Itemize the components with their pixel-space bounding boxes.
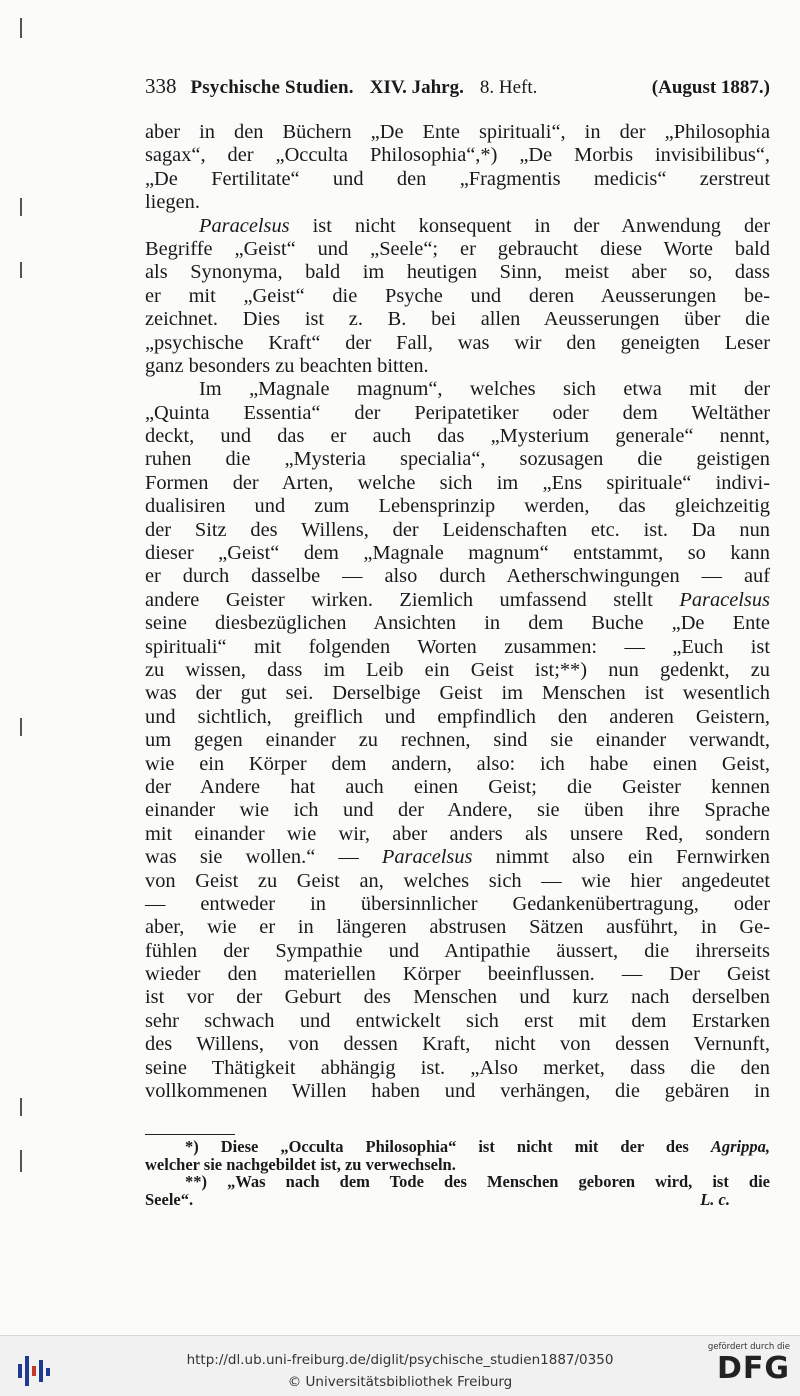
text-line: „Quinta Essentia“ der Peripatetiker oder dem Weltäther	[145, 401, 770, 424]
margin-mark	[20, 1150, 22, 1172]
italic-name: Paracelsus	[199, 214, 290, 237]
source-url-link[interactable]: http://dl.ub.uni-freiburg.de/diglit/psychische_studien1887/0350	[186, 1352, 614, 1368]
dfg-wordmark: DFG	[716, 1351, 790, 1386]
text-line: wieder den materiellen Körper beeinflussen. — Der Geist	[145, 963, 770, 986]
text-line: aber in den Büchern „De Ente spirituali“, in der „Philosophia	[145, 121, 770, 143]
footnotes	[145, 1138, 770, 1208]
text-line: was der gut sei. Derselbige Geist im Menschen ist wesentlich	[145, 682, 770, 705]
text-line: der Sitz des Willens, der Leidenschaften etc. ist. Da nun	[145, 518, 770, 541]
text-line: er mit „Geist“ die Psyche und deren Aeusserungen be-	[145, 284, 770, 307]
text-line: zu wissen, dass im Leib ein Geist ist;**) nun gedenkt, zu	[145, 658, 770, 681]
italic-name: Paracelsus	[381, 846, 473, 869]
text-line: ist vor der Geburt des Menschen und kurz nach derselben	[145, 986, 770, 1009]
text-line: er durch dasselbe — also durch Aetherschwingungen — auf	[145, 565, 770, 588]
issue: 8. Heft.	[479, 77, 538, 98]
text-line: seine Thätigkeit abhängig ist. „Also merket, dass die den	[145, 1056, 770, 1079]
text-line: „De Fertilitate“ und den „Fragmentis medicis“ zerstreut	[145, 167, 770, 190]
text-line: was sie wollen.“ — Paracelsus nimmt also ein Fernwirken	[145, 846, 770, 869]
italic-name: Agrippa,	[710, 1137, 770, 1156]
text-line: spirituali“ mit folgenden Worten zusammen: — „Euch ist	[145, 635, 770, 658]
footnote-line: *) Diese „Occulta Philosophia“ ist nicht mit der des Agrippa,	[185, 1137, 770, 1156]
margin-mark	[20, 1098, 22, 1116]
margin-mark	[20, 718, 22, 736]
text-line: andere Geister wirken. Ziemlich umfassend stellt Paracelsus	[145, 588, 770, 611]
text-line: mit einander wie wir, aber anders als unsere Red, sondern	[145, 822, 770, 845]
margin-mark	[20, 262, 22, 278]
text-line: aber, wie er in längeren abstrusen Sätzen ausführt, in Ge-	[145, 916, 770, 939]
page-number: 338	[145, 74, 177, 98]
italic-name: Paracelsus	[679, 588, 770, 611]
text-line: des Willens, von dessen Kraft, nicht von dessen Vernunft,	[145, 1033, 770, 1056]
footnote-line: welcher sie nachgebildet ist, zu verwechseln.	[145, 1154, 456, 1174]
footnote-line: **) „Was nach dem Tode des Menschen geboren wird, ist die	[185, 1172, 770, 1192]
footer-bar	[0, 1335, 800, 1396]
volume: XIV. Jahrg.	[369, 77, 464, 98]
text-line: von Geist zu Geist an, welches sich — wie hier angedeutet	[145, 869, 770, 892]
text-line: — entweder in übersinnlicher Gedankenübertragung, oder	[145, 892, 770, 915]
footnote-rule	[145, 1134, 235, 1135]
text-line: seine diesbezüglichen Ansichten in dem Buche „De Ente	[145, 612, 770, 635]
text-line: sehr schwach und entwickelt sich erst mit dem Erstarken	[145, 1009, 770, 1032]
journal-title: Psychische Studien.	[190, 77, 354, 98]
text-line: Formen der Arten, welche sich im „Ens spirituale“ indivi-	[145, 471, 770, 494]
body-text	[145, 121, 770, 1103]
text-line: Im „Magnale magnum“, welches sich etwa mit der	[199, 378, 770, 401]
text-line: der Andere hat auch einen Geist; die Geister kennen	[145, 775, 770, 798]
margin-mark	[20, 18, 22, 38]
text-line: zeichnet. Dies ist z. B. bei allen Aeusserungen über die	[145, 308, 770, 331]
text-line: deckt, und das er auch das „Mysterium generale“ nennt,	[145, 425, 770, 448]
text-line: einander wie ich und der Andere, sie üben ihre Sprache	[145, 799, 770, 822]
text-line: sagax“, der „Occulta Philosophia“,*) „De Morbis invisibilibus“,	[145, 144, 770, 167]
text-line: und sichtlich, greiflich und empfindlich den anderen Geistern,	[145, 705, 770, 728]
text-line: ganz besonders zu beachten bitten.	[145, 354, 429, 377]
text-line: wie ein Körper dem andern, also: ich habe einen Geist,	[145, 752, 770, 775]
text-line: ruhen die „Mysteria specialia“, sozusagen die geistigen	[145, 448, 770, 471]
text-line: um gegen einander zu rechnen, sind sie einander verwandt,	[145, 729, 770, 752]
margin-mark	[20, 198, 22, 216]
footnote-reference: L. c.	[700, 1189, 730, 1209]
text-line: fühlen der Sympathie und Antipathie äussert, die ihrerseits	[145, 939, 770, 962]
text-line: liegen.	[145, 191, 200, 214]
text-line: dualisiren und zum Lebensprinzip werden, das gleichzeitig	[145, 495, 770, 518]
text-line: „psychische Kraft“ der Fall, was wir den geneigten Leser	[145, 331, 770, 354]
text-line: vollkommenen Willen haben und verhängen, die gebären in	[145, 1080, 770, 1103]
dfg-logo	[706, 1342, 790, 1392]
text-line: Paracelsus ist nicht konsequent in der Anwendung der	[199, 214, 770, 237]
dfg-caption: gefördert durch die	[707, 1342, 790, 1352]
text-line: als Synonyma, bald im heutigen Sinn, meist aber so, dass	[145, 261, 770, 284]
footnote-line: Seele“. L. c.	[145, 1191, 770, 1209]
issue-date: (August 1887.)	[651, 77, 770, 98]
running-header	[145, 74, 770, 98]
text-line: Begriffe „Geist“ und „Seele“; er gebraucht diese Worte bald	[145, 237, 770, 260]
text-line: dieser „Geist“ dem „Magnale magnum“ entstammt, so kann	[145, 542, 770, 565]
copyright-notice: © Universitätsbibliothek Freiburg	[287, 1374, 513, 1390]
